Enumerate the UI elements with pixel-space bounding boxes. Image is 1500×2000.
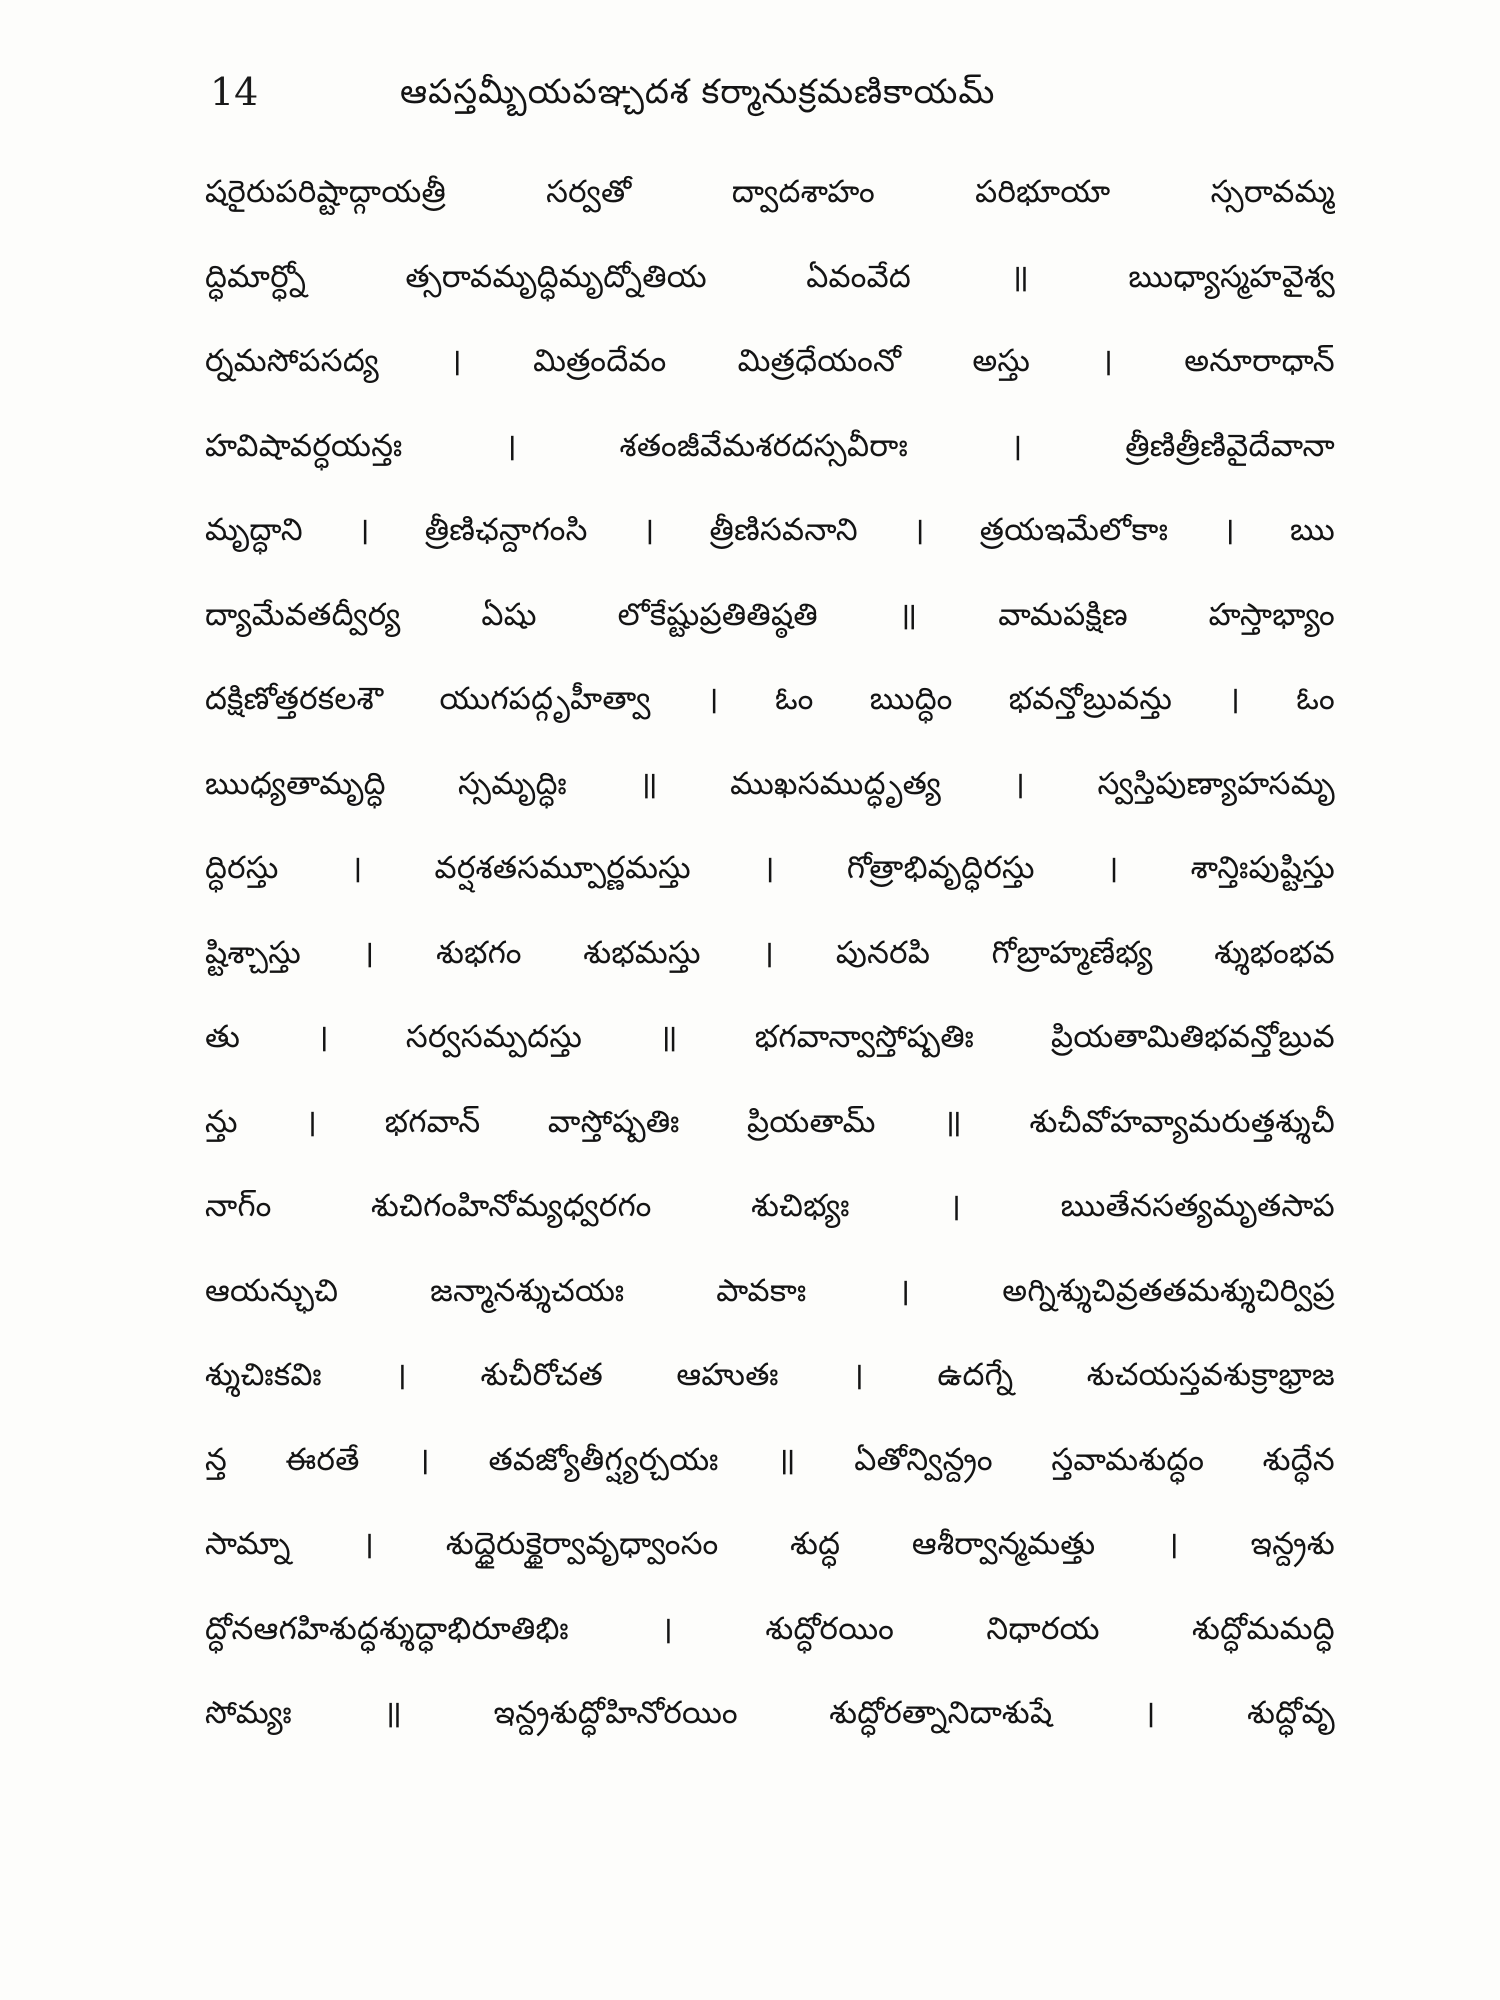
text-line: ద్ధోనఆగహిశుద్ధశ్శుద్ధాభిరూతిభిః । శుద్ధోరయిం నిధారయ శుద్ధోమమద్ధి (205, 1610, 1335, 1647)
text-line: ద్ధిమార్ధ్నో త్సరావమృద్ధిమృద్నోతియ ఏవంవేద ॥ ఋధ్యాస్మహవైశ్వ (205, 258, 1335, 295)
text-line: ష్టిశ్చాస్తు । శుభగం శుభమస్తు । పునరపి గోబ్రాహ్మణేభ్య శ్శుభంభవ (205, 934, 1335, 971)
text-line: న్త ఈరతే । తవజ్యోతీగ్ష్యర్చయః ॥ ఏతోన్విన్ద్రం స్తవామశుద్ధం శుద్ధేన (205, 1441, 1335, 1478)
text-line: దక్షిణోత్తరకలశౌ యుగపద్గృహీత్వా । ఓం ఋద్ధిం భవన్తోబ్రువన్తు । ఓం (205, 681, 1335, 717)
text-line: సోమ్యః ॥ ఇన్ద్రశుద్ధోహినోరయిం శుద్ధోరత్నానిదాశుషే । శుద్ధోవృ (205, 1695, 1335, 1731)
text-line: తు । సర్వసమ్పదస్తు ॥ భగవాన్వాస్తోష్పతిః ప్రియతామితిభవన్తోబ్రువ (205, 1019, 1335, 1055)
text-line: ఋధ్యతామృద్ధి స్సమృద్ధిః ॥ ముఖసముద్ధృత్య । స్వస్తిపుణ్యాహసమృ (205, 765, 1335, 802)
text-line: సామ్నా । శుద్ధైరుక్థైర్వావృధ్వాంసం శుద్ధ ఆశీర్వాన్మమత్తు । ఇన్ద్రశు (205, 1526, 1335, 1562)
text-line: ద్యామేవతద్వీర్య ఏషు లోకేష్టుప్రతితిష్ఠతి ॥ వామపక్షిణ హస్తాభ్యాం (205, 596, 1335, 633)
text-line: నాగ్ం శుచిగంహినోమ్యధ్వరగం శుచిభ్యః । ఋతేనసత్యమృతసాప (205, 1188, 1335, 1224)
text-line: ద్ధిరస్తు । వర్షశతసమ్పూర్ణమస్తు । గోత్రాభివృద్ధిరస్తు । శాన్తిఃపుష్టిస్తు (205, 850, 1335, 886)
page-number: 14 (210, 70, 259, 114)
text-line: శ్శుచిఃకవిః । శుచీరోచత ఆహుతః । ఉదగ్నే శుచయస్తవశుక్రాభ్రాజ (205, 1357, 1335, 1393)
page-header (210, 62, 1340, 122)
running-title: ఆపస్తమ్బీయపఞ్చదశ కర్మానుక్రమణికాయమ్ (400, 72, 996, 112)
text-line: ఆయన్ఛుచి జన్మానశ్శుచయః పావకాః । అగ్నిశ్శుచివ్రతతమశ్శుచిర్విప్ర (205, 1272, 1335, 1309)
text-line: ర్నమసోపసద్య । మిత్రందేవం మిత్రధేయంనో అస్తు । అనూరాధాన్ (205, 343, 1335, 379)
body-text (205, 150, 1335, 1756)
text-line: న్తు । భగవాన్ వాస్తోష్పతిః ప్రియతామ్ ॥ శుచీవోహవ్యామరుత్తశ్శుచీ (205, 1103, 1335, 1140)
text-line: మృద్ధాని । త్రీణిఛన్దాగంసి । త్రీణిసవనాని । త్రయఇమేలోకాః । ఋ (205, 512, 1335, 548)
text-line: హవిషావర్ధయన్తః । శతంజీవేమశరదస్సవీరాః । త్రీణిత్రీణివైదేవానా (205, 427, 1335, 464)
text-line: షరైరుపరిష్టాద్గాయత్రీ సర్వతో ద్వాదశాహం పరిభూయా స్సరావమ్మ (205, 174, 1335, 210)
